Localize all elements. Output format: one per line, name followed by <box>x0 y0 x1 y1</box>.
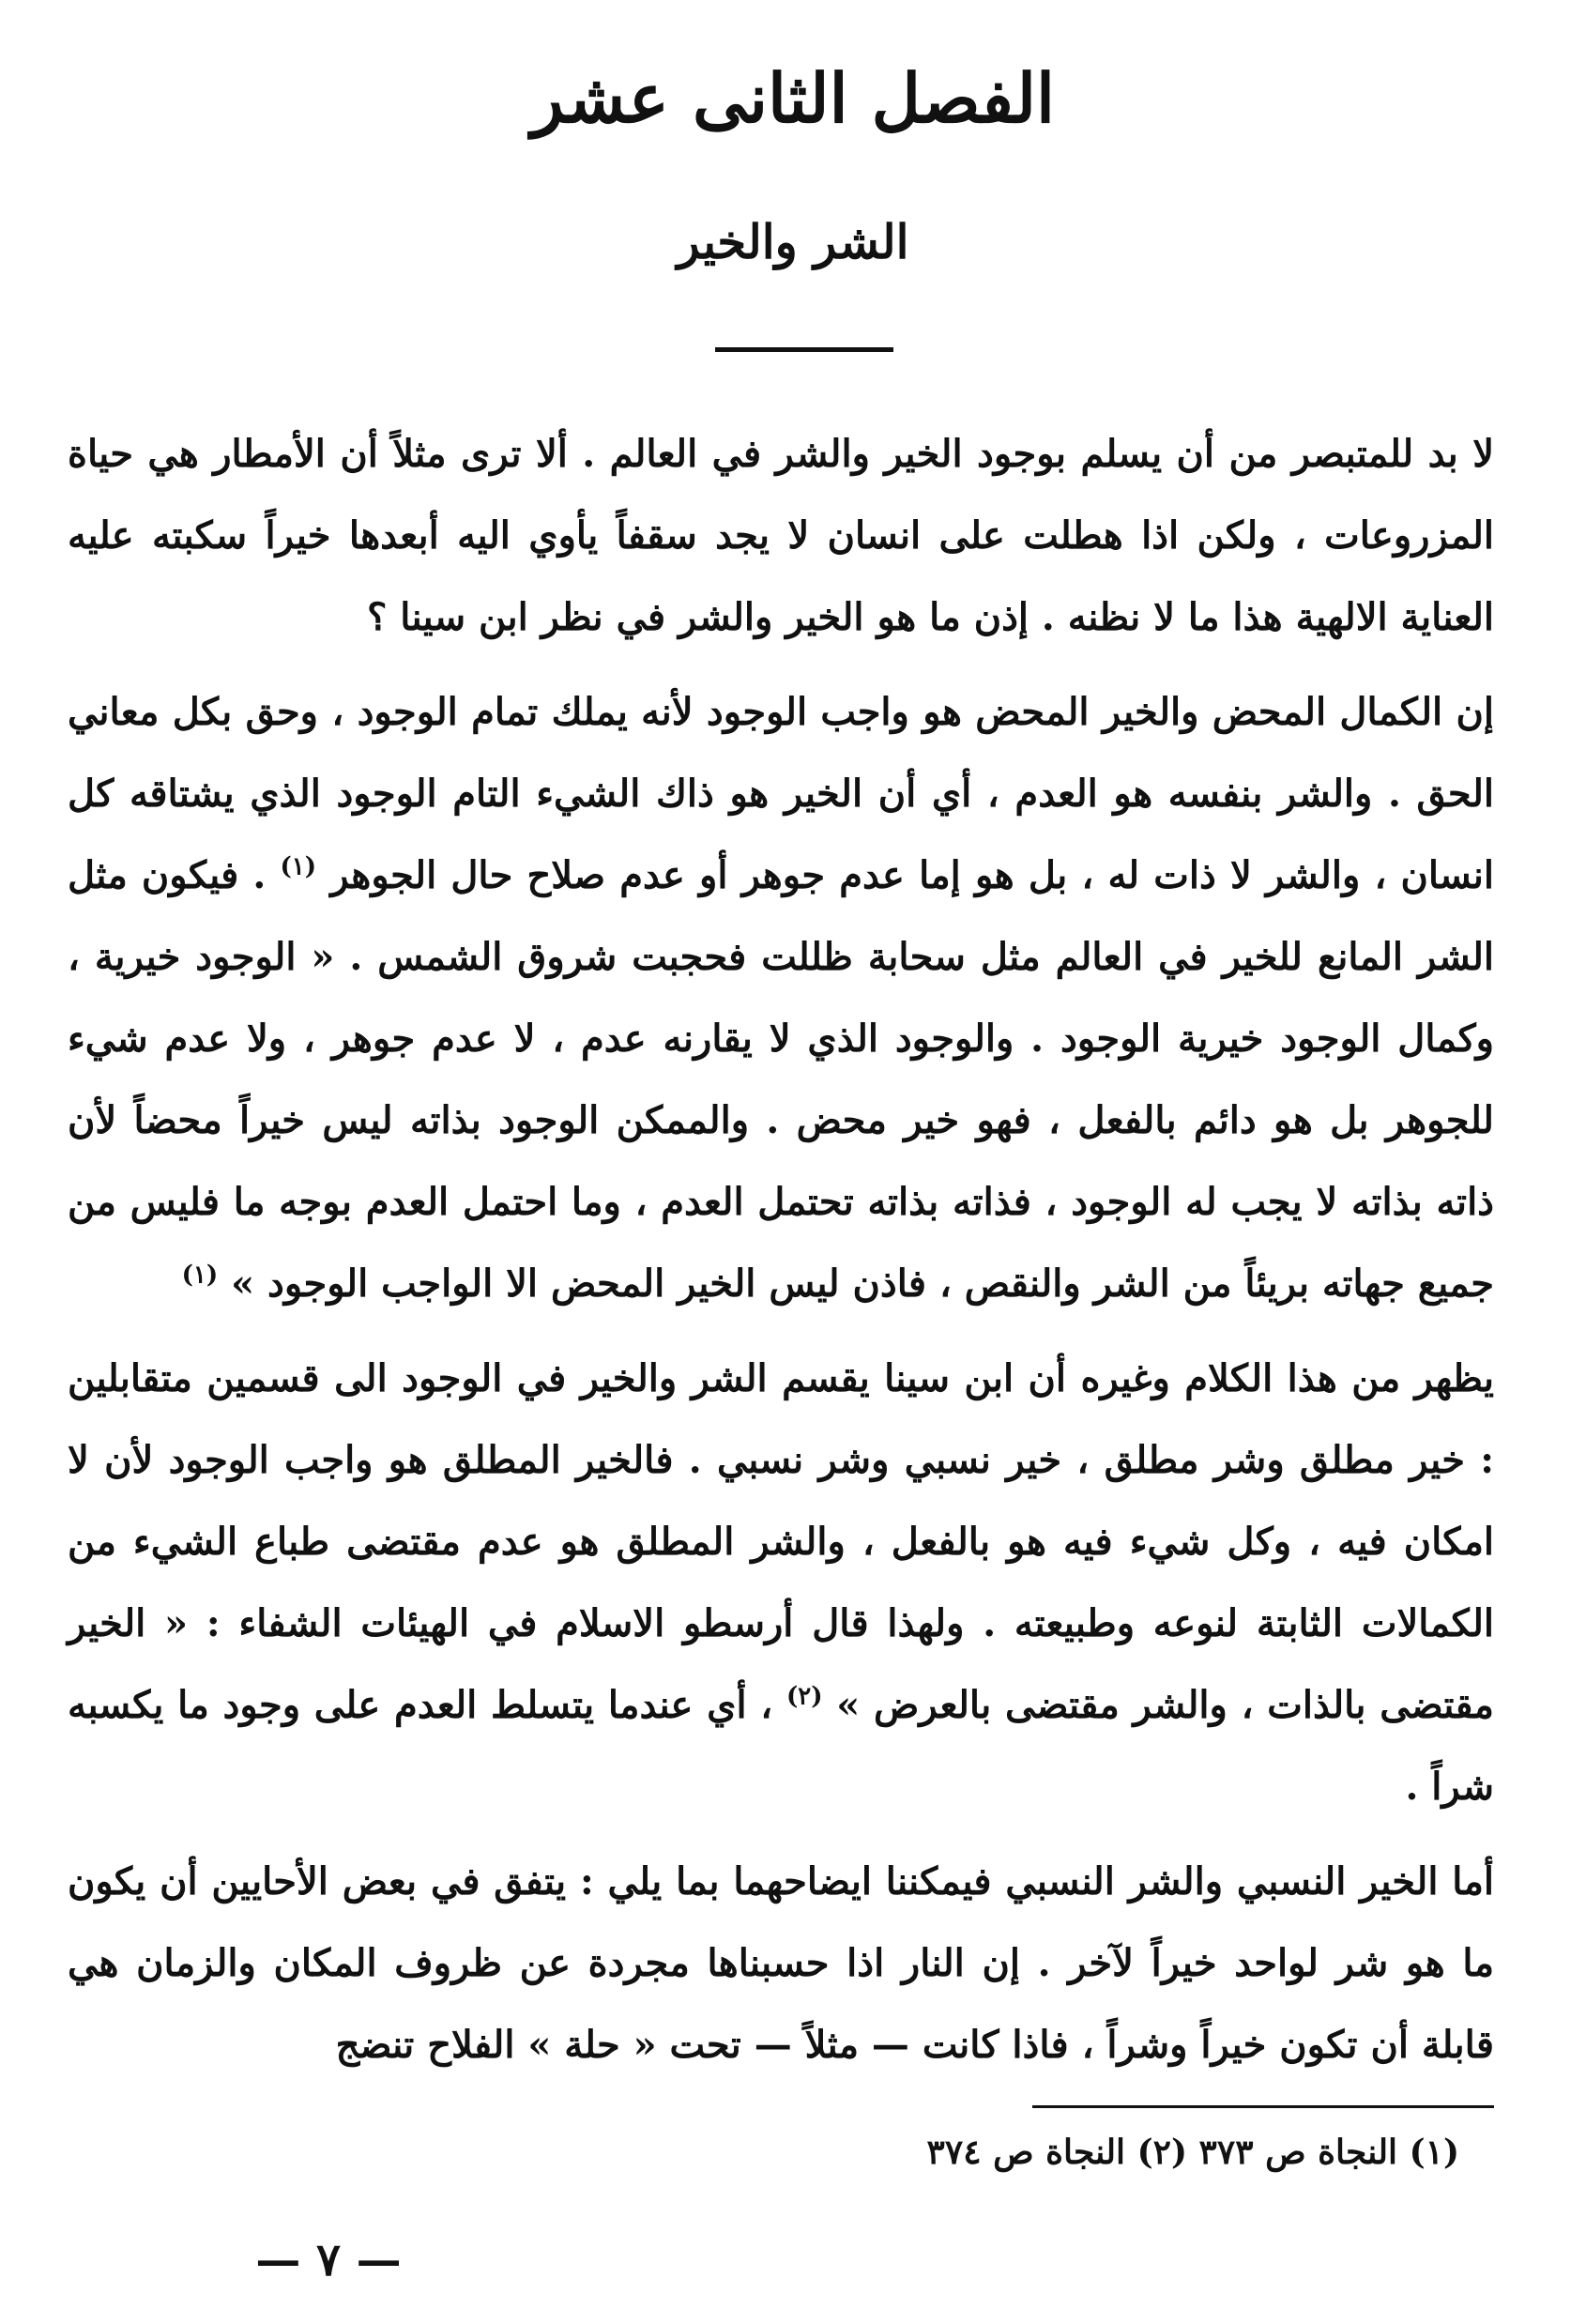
body-text <box>68 413 1494 2099</box>
paragraph-4 <box>68 1841 1494 2086</box>
footnote-reference: (١) <box>181 1261 219 1290</box>
footnotes: (١) النجاة ص ٣٧٣ (٢) النجاة ص ٣٧٤ <box>926 2133 1459 2172</box>
paragraph-1-text: لا بد للمتبصر من أن يسلم بوجود الخير والشر في العالم . ألا ترى مثلاً أن الأمطار هي حياة المزروعات ، ولكن اذا هطلت على انسان لا يجد سقفاً يأوي اليه أبعدها خيراً سكبته عليه العناية الالهية هذا ما لا نظنه . إذن ما هو الخير والشر في نظر ابن سينا ؟ <box>68 432 1495 639</box>
paragraph-1 <box>68 413 1494 658</box>
page-number: — ٧ — <box>255 2234 402 2286</box>
footnote-reference: (١) <box>280 852 317 881</box>
footnote-reference: (٢) <box>785 1682 823 1711</box>
paragraph-4-text: أما الخير النسبي والشر النسبي فيمكننا ايضاحهما بما يلي : يتفق في بعض الأحايين أن يكون ما هو شر لواحد خيراً لآخر . إن النار اذا حسبناها مجردة عن ظروف المكان والزمان هي قابلة أن تكون خيراً وشراً ، فاذا كانت — مثلاً — تحت « حلة » الفلاح تنضج <box>68 1859 1494 2067</box>
paragraph-3-text-continued: ، أي عندما يتسلط العدم على وجود ما يكسبه شراً . <box>68 1683 1494 1809</box>
title-divider <box>715 347 893 352</box>
section-subtitle: الشر والخير <box>677 214 909 269</box>
paragraph-3-text: يظهر من هذا الكلام وغيره أن ابن سينا يقسم الشر والخير في الوجود الى قسمين متقابلين : خير مطلق وشر مطلق ، خير نسبي وشر نسبي . فالخير المطلق هو واجب الوجود لأن لا امكان فيه ، وكل شيء فيه هو بالفعل ، والشر المطلق هو عدم مقتضى طباع الشيء من الكمالات الثابتة لنوعه وطبيعته . ولهذا قال أرسطو الاسلام في الهيئات الشفاء : « الخير مقتضى بالذات ، والشر مقتضى بالعرض » <box>68 1356 1494 1727</box>
paragraph-2 <box>68 671 1494 1324</box>
paragraph-2-text: إن الكمال المحض والخير المحض هو واجب الوجود لأنه يملك تمام الوجود ، وحق بكل معاني الحق . والشر بنفسه هو العدم ، أي أن الخير هو ذاك الشيء التام الوجود الذي يشتاقه كل انسان ، والشر لا ذات له ، بل هو إما عدم جوهر أو عدم صلاح حال الجوهر <box>68 690 1495 897</box>
footnote-divider <box>1032 2105 1494 2108</box>
chapter-title: الفصل الثانى عشر <box>530 58 1056 138</box>
paragraph-3 <box>68 1338 1494 1827</box>
paragraph-2-text-continued: . فيكون مثل الشر المانع للخير في العالم مثل سحابة ظللت فحجبت شروق الشمس . « الوجود خيرية ، وكمال الوجود خيرية الوجود . والوجود الذي لا يقارنه عدم ، لا عدم جوهر ، ولا عدم شيء للجوهر بل هو دائم بالفعل ، فهو خير محض . والممكن الوجود بذاته ليس خيراً محضاً لأن ذاته بذاته لا يجب له الوجود ، فذاته بذاته تحتمل العدم ، وما احتمل العدم بوجه ما فليس من جميع جهاته بريئاً من الشر والنقص ، فاذن ليس الخير المحض الا الواجب الوجود » <box>68 853 1494 1306</box>
